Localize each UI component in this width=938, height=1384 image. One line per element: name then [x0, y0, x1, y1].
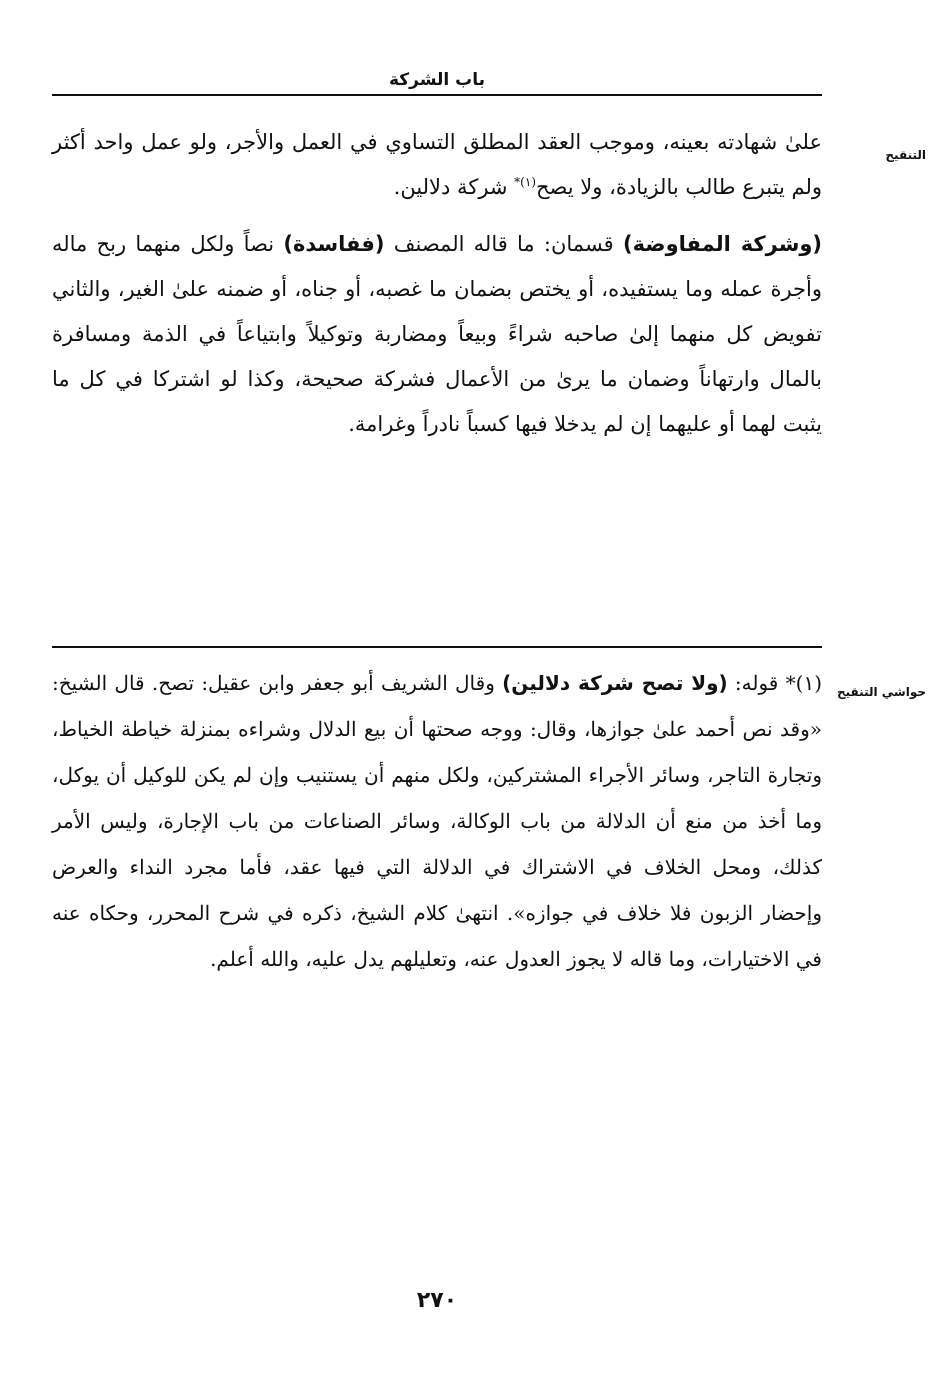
note-body: وقال الشريف أبو جعفر وابن عقيل: تصح. قال الشيخ: «وقد نص أحمد علىٰ جوازها، وقال: ووجه صحتها أن بيع الدلال وشراءه بمنزلة خياطة الخياط، وتجارة التاجر، وسائر الأجراء المشتركين، ولكل منهم أن يستنيب وإن لم يكن للوكيل أن يوكل، وما أخذ من منع أن الدلالة من باب الوكالة، وسائر الصناعات من باب الإجارة، وليس الأمر كذلك، ومحل الخلاف في الاشتراك في الدلالة التي فيها عقد، فأما مجرد النداء والعرض وإحضار الزبون فلا خلاف في جوازه». انتهىٰ كلام الشيخ، ذكره في شرح المحرر، وحكاه عنه في الاختيارات، وما قاله لا يجوز العدول عنه، وتعليلهم يدل عليه، والله أعلم. — [52, 671, 822, 971]
main-p2-text-a: قسمان: ما قاله المصنف — [384, 232, 623, 256]
main-p2-bold-b: (ففاسدة) — [283, 232, 385, 256]
main-p2-text-b: نصاً ولكل منهما ربح ماله وأجرة عمله وما يستفيده، أو يختص بضمان ما غصبه، أو جناه، أو ضمنه علىٰ الغير، والثاني تفويض كل منهما إلىٰ صاحبه شراءً وبيعاً ومضاربة وتوكيلاً وابتياعاً في الذمة ومسافرة بالمال وارتهاناً وضمان ما يرىٰ من الأعمال فشركة صحيحة، وكذا لو اشتركا في كل ما يثبت لهما أو عليهما إن لم يدخلا فيها كسباً نادراً وغرامة. — [52, 232, 822, 436]
main-p1-text-b: شركة دلالين. — [393, 175, 515, 199]
side-label-main: التنقيح — [885, 148, 926, 162]
note-marker: (١)* قوله: — [727, 671, 822, 695]
main-paragraph-1 — [52, 120, 822, 210]
running-header: باب الشركة — [388, 70, 486, 90]
main-paragraph-2 — [52, 222, 822, 447]
main-p1-text-a: علىٰ شهادته بعينه، وموجب العقد المطلق التساوي في العمل والأجر، ولو عمل واحد أكثر ولم يتبرع طالب بالزيادة، ولا يصح — [52, 130, 822, 199]
note-paragraph — [52, 660, 822, 982]
notes-rule — [52, 646, 822, 648]
header-rule — [52, 94, 822, 96]
note-bold: (ولا تصح شركة دلالين) — [502, 671, 728, 695]
main-text — [52, 120, 822, 447]
main-p2-bold-a: (وشركة المفاوضة) — [622, 232, 823, 256]
footnote-ref[interactable]: (١)* — [514, 175, 536, 189]
side-label-notes: حواشي التنقيح — [836, 685, 926, 699]
page-number: ٢٧٠ — [416, 1288, 458, 1313]
notes-text — [52, 660, 822, 982]
